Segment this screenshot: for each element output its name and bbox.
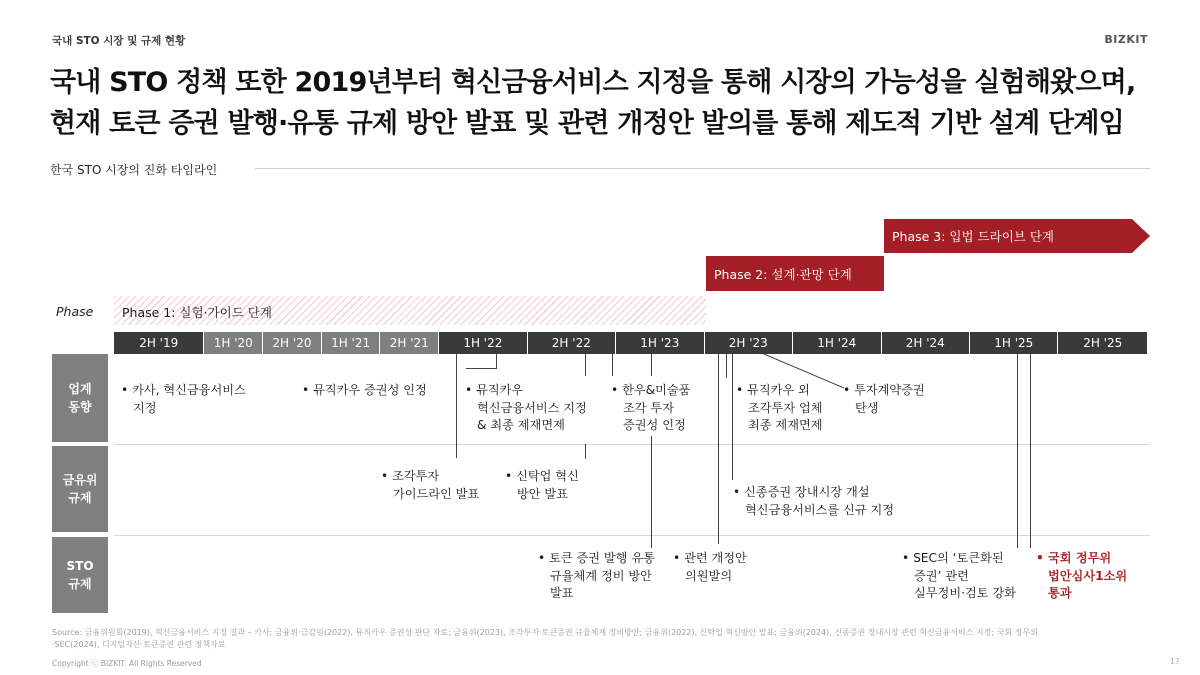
event-musicow-security bbox=[302, 382, 427, 400]
timeline-period: 2H '25 bbox=[1058, 332, 1146, 354]
row-label-fsc bbox=[52, 446, 108, 532]
event-token-securities-plan bbox=[538, 550, 655, 603]
event-text: 법안심사1소위 bbox=[1048, 568, 1128, 583]
event-text: 발표 bbox=[550, 586, 574, 600]
phase-2-band bbox=[706, 256, 884, 291]
row-divider bbox=[114, 535, 1150, 536]
event-text: 규율체계 정비 방안 bbox=[550, 568, 652, 583]
row-label-text: STO bbox=[66, 559, 94, 573]
connector-line bbox=[651, 354, 652, 376]
phase-2-label: Phase 2: 설계·관망 단계 bbox=[714, 267, 852, 282]
event-text: 조각 투자 bbox=[623, 400, 674, 415]
page-title-line-1: 국내 STO 정책 또한 2019년부터 혁신금융서비스 지정을 통해 시장의 가능성을 실험해왔으며, bbox=[50, 67, 1136, 98]
row-label-text: 금유위 bbox=[62, 473, 98, 487]
event-text: 최종 제재면제 bbox=[748, 418, 823, 432]
source-note bbox=[52, 627, 1147, 651]
connector-line bbox=[466, 368, 497, 369]
timeline-period: 1H '24 bbox=[793, 332, 880, 354]
event-bill-proposal bbox=[673, 550, 747, 585]
event-investment-contract bbox=[843, 382, 925, 417]
event-text: 조각투자 업체 bbox=[748, 400, 823, 415]
phase-label: Phase bbox=[56, 304, 94, 319]
event-fractional-guideline bbox=[381, 468, 479, 503]
connector-line bbox=[585, 354, 586, 376]
connector-line bbox=[496, 354, 497, 368]
event-text: 가이드라인 발표 bbox=[393, 486, 480, 501]
phase-3-arrow bbox=[884, 219, 1150, 253]
event-text: 혁신금융서비스 지정 bbox=[477, 400, 587, 415]
connector-line bbox=[1017, 354, 1018, 548]
event-text: • 관련 개정안 bbox=[673, 551, 747, 565]
timeline-period: 1H '23 bbox=[616, 332, 703, 354]
timeline-period: 1H '22 bbox=[439, 332, 526, 354]
event-text: 지정 bbox=[133, 400, 157, 415]
connector-line bbox=[651, 436, 652, 548]
source-line: Source: 금융위원회(2019), 혁신금융서비스 지정 결과 – 카사; 금융위·금감원(2022), 뮤직카우 증권성 판단 자료; 금융위(2023), 조각투자·토큰증권 규율체계 정비방안; 금융위(2022), 신탁업 혁신방안 발표; 금융위(2024), 신종증권 장내시장 관련 혁신금융서비스 지정; 국회 정무위 bbox=[52, 628, 1038, 637]
timeline-period: 1H '25 bbox=[970, 332, 1057, 354]
event-text: • 한우&미술품 bbox=[611, 383, 691, 397]
row-label-text: 규제 bbox=[68, 491, 92, 505]
source-line: ·SEC(2024), 디지털자산·토큰증권 관련 정책자료 bbox=[52, 640, 226, 649]
timeline-period: 2H '23 bbox=[705, 332, 792, 354]
timeline-period: 1H '20 bbox=[204, 332, 262, 354]
connector-line bbox=[612, 354, 613, 376]
page-number: 17 bbox=[1169, 657, 1180, 666]
event-text: • 신종증권 장내시장 개설 bbox=[733, 485, 870, 499]
connector-line bbox=[1030, 354, 1031, 548]
event-fractional-exemption bbox=[736, 382, 823, 435]
event-text: 방안 발표 bbox=[517, 486, 568, 501]
connector-line bbox=[456, 354, 457, 458]
page-title-line-2: 현재 토큰 증권 발행·유통 규제 방안 발표 및 관련 개정안 발의를 통해 제도적 기반 설계 단계임 bbox=[50, 108, 1124, 139]
event-text: 혁신금융서비스를 신규 지정 bbox=[745, 502, 895, 517]
event-assembly-pass bbox=[1036, 550, 1127, 603]
section-subtitle: 한국 STO 시장의 진화 타임라인 bbox=[50, 163, 218, 177]
subtitle-divider bbox=[255, 168, 1150, 169]
row-label-text: 동향 bbox=[68, 400, 92, 414]
event-text: 통과 bbox=[1048, 586, 1072, 600]
event-text: 증권성 인정 bbox=[623, 418, 686, 432]
row-label-industry bbox=[52, 354, 108, 442]
connector-line bbox=[726, 354, 727, 378]
event-text: & 최종 제재면제 bbox=[477, 418, 565, 432]
event-text: 증권’ 관련 bbox=[914, 568, 969, 583]
copyright: Copyright ⓒ BIZKIT. All Rights Reserved bbox=[52, 659, 202, 668]
phase-1-label: Phase 1: 실험·가이드 단계 bbox=[122, 305, 272, 320]
timeline-period: 1H '21 bbox=[322, 332, 380, 354]
timeline-bar bbox=[114, 332, 1147, 354]
row-divider bbox=[114, 444, 1150, 445]
brand-logo: BIZKIT bbox=[1104, 33, 1148, 46]
event-text: 의원발의 bbox=[685, 568, 733, 583]
phase-1-band bbox=[114, 296, 706, 325]
connector-line bbox=[732, 354, 733, 480]
timeline-period: 2H '22 bbox=[528, 332, 615, 354]
row-label-sto bbox=[52, 537, 108, 613]
event-text: • 카사, 혁신금융서비스 bbox=[121, 383, 246, 397]
event-trust-innovation bbox=[505, 468, 579, 503]
connector-line bbox=[585, 444, 586, 459]
event-text: • 투자계약증권 bbox=[843, 383, 925, 397]
row-label-text: 업계 bbox=[68, 382, 92, 396]
phase-3-label: Phase 3: 입법 드라이브 단계 bbox=[892, 229, 1054, 244]
timeline-period: 2H '21 bbox=[380, 332, 438, 354]
page-title bbox=[50, 62, 1135, 144]
timeline-period: 2H '19 bbox=[114, 332, 203, 354]
event-text: • 뮤직카우 bbox=[465, 383, 524, 397]
event-text: • 신탁업 혁신 bbox=[505, 469, 579, 483]
event-text: • 뮤직카우 외 bbox=[736, 383, 810, 397]
connector-line bbox=[718, 354, 719, 544]
event-text: • 국회 정무위 bbox=[1036, 551, 1112, 565]
event-text: 탄생 bbox=[855, 400, 879, 415]
event-new-securities-market bbox=[733, 484, 894, 519]
event-text: • 조각투자 bbox=[381, 469, 440, 483]
breadcrumb: 국내 STO 시장 및 규제 현황 bbox=[52, 35, 186, 47]
event-hanwoo-art bbox=[611, 382, 690, 435]
row-label-text: 규제 bbox=[68, 577, 92, 591]
event-musicow-designation bbox=[465, 382, 587, 435]
event-text: • 토큰 증권 발행 유통 bbox=[538, 551, 655, 565]
timeline-period: 2H '24 bbox=[882, 332, 969, 354]
event-text: • SEC의 ‘토큰화된 bbox=[902, 551, 1004, 565]
event-kasa bbox=[121, 382, 246, 417]
event-text: • 뮤직카우 증권성 인정 bbox=[302, 383, 427, 397]
event-text: 실무정비·검토 강화 bbox=[914, 586, 1016, 600]
timeline-period: 2H '20 bbox=[263, 332, 321, 354]
event-sec-tokenized bbox=[902, 550, 1016, 603]
